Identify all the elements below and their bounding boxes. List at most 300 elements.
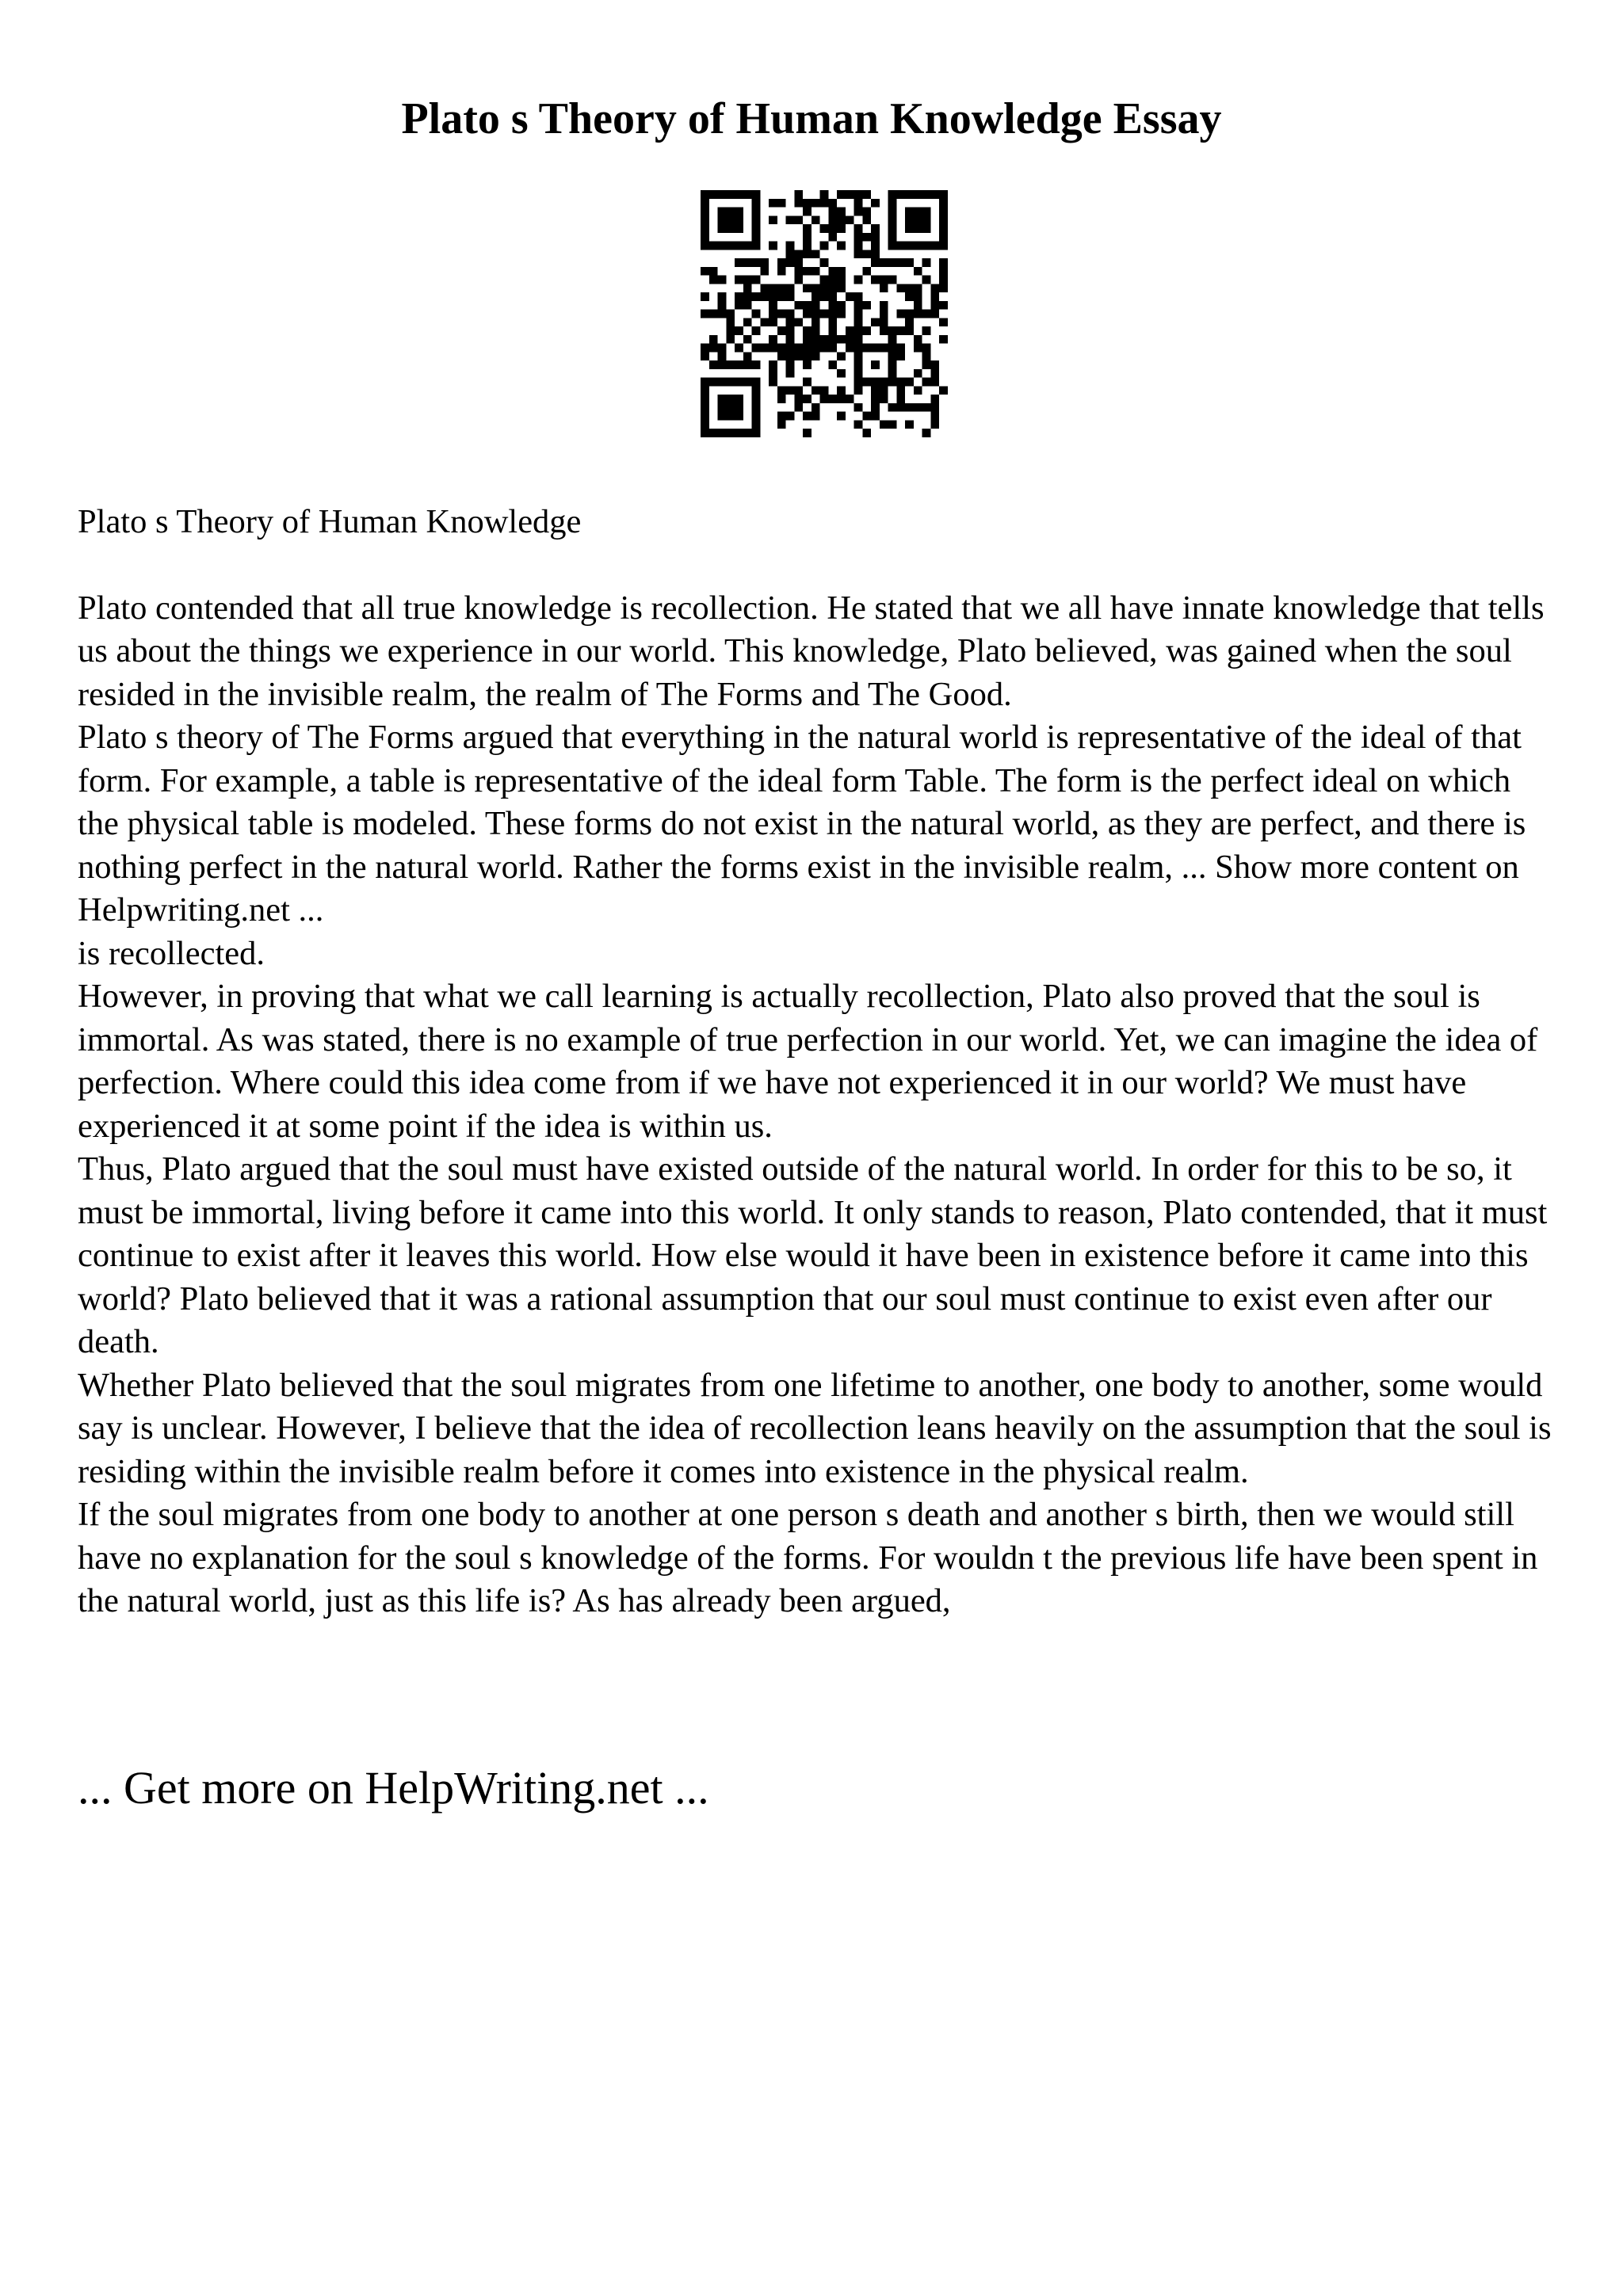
qr-module — [930, 284, 939, 292]
qr-module — [880, 318, 888, 326]
qr-module — [888, 403, 897, 412]
qr-module — [769, 310, 777, 318]
qr-module — [735, 412, 743, 421]
qr-module — [862, 412, 871, 421]
qr-module — [718, 412, 727, 421]
qr-module — [701, 208, 709, 216]
qr-module — [820, 395, 829, 403]
qr-module — [743, 284, 752, 292]
qr-module — [718, 215, 727, 224]
qr-module — [846, 395, 854, 403]
qr-module — [905, 326, 914, 335]
essay-paragraph: Plato s theory of The Forms argued that everything in the natural world is representative of the ideal of that form. For example, a table is representative of the ideal form Table. The form is the perfect ideal on which the physical table is modeled. These forms do not exist in the natural world, as they are perfect, and there is nothing perfect in the natural world. Rather the forms exist in the invisible realm, ... Show more content on Helpwriting.net ... — [78, 719, 1526, 929]
qr-module — [880, 395, 888, 403]
qr-module — [888, 199, 897, 208]
qr-module — [803, 284, 812, 292]
qr-module — [828, 292, 837, 301]
qr-module — [828, 301, 837, 310]
qr-module — [726, 326, 735, 335]
qr-module — [914, 215, 922, 224]
qr-module — [939, 386, 948, 395]
qr-module — [769, 360, 777, 369]
qr-module — [905, 420, 914, 429]
qr-module — [922, 276, 931, 284]
qr-module — [922, 326, 931, 335]
qr-module — [743, 352, 752, 360]
essay-paragraph: Plato contended that all true knowledge is recollection. He stated that we all have innate knowledge that tells us about the things we experience in our world. This knowledge, Plato believed, was gained when the soul resided in the invisible realm, the realm of The Forms and The Good. — [78, 589, 1545, 713]
qr-module — [871, 258, 880, 267]
qr-module — [735, 242, 743, 250]
qr-module — [854, 326, 863, 335]
qr-module — [871, 224, 880, 233]
qr-module — [939, 335, 948, 344]
qr-module — [803, 208, 812, 216]
qr-module — [871, 199, 880, 208]
qr-module — [735, 208, 743, 216]
qr-module — [871, 412, 880, 421]
qr-module — [862, 208, 871, 216]
qr-module — [743, 360, 752, 369]
qr-module — [777, 412, 786, 421]
qr-module — [854, 208, 863, 216]
qr-module — [837, 386, 846, 395]
qr-module — [794, 190, 803, 199]
qr-module — [828, 199, 837, 208]
qr-module — [828, 395, 837, 403]
qr-module — [871, 344, 880, 353]
qr-module — [701, 420, 709, 429]
qr-module — [930, 412, 939, 421]
qr-module — [701, 403, 709, 412]
qr-module — [786, 310, 795, 318]
qr-module — [701, 344, 709, 353]
document-title: Plato s Theory of Human Knowledge Essay — [401, 94, 1222, 143]
qr-module — [812, 267, 820, 276]
essay-paragraph: Thus, Plato argued that the soul must have existed outside of the natural world. In order for this to be so, it must be immortal, living before it came into this world. It only stands to reason, Plato contended, that it must continue to exist after it leaves this world. How else would it have been in existence before it came into this world? Plato believed that it was a rational assumption that our soul must continue to exist even after our death. — [78, 1150, 1548, 1360]
qr-module — [701, 292, 709, 301]
qr-module — [718, 352, 727, 360]
qr-module — [828, 284, 837, 292]
qr-module — [914, 292, 922, 301]
qr-module — [905, 208, 914, 216]
qr-module — [777, 344, 786, 353]
qr-module — [828, 326, 837, 335]
qr-module — [862, 215, 871, 224]
qr-module — [752, 190, 761, 199]
qr-module — [914, 208, 922, 216]
qr-module — [922, 310, 931, 318]
qr-module — [854, 292, 863, 301]
qr-module — [812, 386, 820, 395]
qr-module — [794, 215, 803, 224]
qr-module — [828, 233, 837, 242]
qr-module — [880, 284, 888, 292]
qr-module — [777, 199, 786, 208]
qr-module — [794, 352, 803, 360]
qr-module — [777, 395, 786, 403]
qr-module — [854, 369, 863, 378]
qr-module — [794, 258, 803, 267]
qr-module — [803, 233, 812, 242]
qr-module — [760, 284, 769, 292]
qr-module — [939, 301, 948, 310]
qr-module — [862, 429, 871, 437]
qr-module — [820, 344, 829, 353]
qr-module — [888, 233, 897, 242]
qr-module — [812, 250, 820, 258]
qr-module — [803, 224, 812, 233]
qr-module — [939, 224, 948, 233]
qr-module — [760, 318, 769, 326]
qr-module — [794, 199, 803, 208]
essay-body — [78, 501, 1552, 1623]
qr-module — [896, 352, 905, 360]
qr-module — [726, 224, 735, 233]
qr-module — [837, 352, 846, 360]
qr-module — [914, 224, 922, 233]
qr-module — [709, 242, 718, 250]
qr-module — [786, 284, 795, 292]
qr-module — [854, 344, 863, 353]
qr-module — [820, 190, 829, 199]
qr-module — [752, 420, 761, 429]
qr-module — [777, 352, 786, 360]
qr-module — [812, 344, 820, 353]
qr-module — [769, 242, 777, 250]
qr-module — [752, 233, 761, 242]
qr-module — [752, 199, 761, 208]
qr-module — [930, 190, 939, 199]
qr-module — [701, 429, 709, 437]
qr-module — [880, 310, 888, 318]
qr-module — [854, 224, 863, 233]
qr-module — [828, 344, 837, 353]
qr-module — [914, 335, 922, 344]
qr-module — [769, 199, 777, 208]
qr-module — [718, 242, 727, 250]
qr-module — [922, 403, 931, 412]
qr-module — [769, 215, 777, 224]
qr-module — [752, 403, 761, 412]
qr-module — [871, 233, 880, 242]
qr-module — [812, 199, 820, 208]
qr-module — [854, 190, 863, 199]
qr-module — [718, 292, 727, 301]
qr-module — [871, 395, 880, 403]
qr-module — [777, 326, 786, 335]
qr-module — [939, 208, 948, 216]
qr-module — [846, 344, 854, 353]
qr-module — [786, 386, 795, 395]
qr-module — [880, 276, 888, 284]
qr-module — [862, 250, 871, 258]
qr-module — [777, 284, 786, 292]
qr-module — [709, 335, 718, 344]
qr-module — [871, 250, 880, 258]
qr-module — [769, 284, 777, 292]
qr-module — [752, 412, 761, 421]
qr-module — [862, 378, 871, 387]
qr-module — [871, 276, 880, 284]
qr-module — [905, 242, 914, 250]
essay-paragraph: Whether Plato believed that the soul migrates from one lifetime to another, one body to another, some would say is unclear. However, I believe that the idea of recollection leans heavily on the assumption that the soul is residing within the invisible realm before it comes into existence in the physical realm. — [78, 1366, 1552, 1490]
qr-module — [828, 335, 837, 344]
qr-module — [930, 403, 939, 412]
qr-module — [701, 233, 709, 242]
qr-module — [939, 242, 948, 250]
qr-module — [769, 335, 777, 344]
qr-module — [914, 386, 922, 395]
qr-module — [888, 224, 897, 233]
qr-module — [888, 190, 897, 199]
qr-module — [735, 360, 743, 369]
qr-module — [905, 378, 914, 387]
essay-subtitle: Plato s Theory of Human Knowledge — [78, 503, 582, 540]
qr-module — [726, 378, 735, 387]
qr-module — [709, 267, 718, 276]
qr-module — [701, 378, 709, 387]
qr-module — [896, 190, 905, 199]
qr-module — [769, 378, 777, 387]
qr-module — [769, 344, 777, 353]
qr-module — [769, 301, 777, 310]
qr-module — [735, 403, 743, 412]
qr-module — [726, 318, 735, 326]
qr-module — [794, 386, 803, 395]
qr-module — [794, 395, 803, 403]
qr-module — [803, 344, 812, 353]
qr-module — [828, 360, 837, 369]
qr-module — [786, 215, 795, 224]
qr-module — [726, 335, 735, 344]
qr-module — [752, 360, 761, 369]
qr-module — [701, 352, 709, 360]
qr-module — [718, 403, 727, 412]
qr-module — [888, 258, 897, 267]
qr-module — [837, 208, 846, 216]
qr-module — [922, 224, 931, 233]
qr-module — [880, 420, 888, 429]
get-more-link[interactable]: ... Get more on HelpWriting.net ... — [78, 1762, 709, 1814]
qr-module — [871, 360, 880, 369]
qr-module — [905, 284, 914, 292]
qr-module — [930, 360, 939, 369]
qr-module — [786, 335, 795, 344]
qr-module — [803, 395, 812, 403]
qr-module — [812, 335, 820, 344]
qr-module — [837, 284, 846, 292]
qr-module — [871, 318, 880, 326]
qr-module — [718, 378, 727, 387]
qr-module — [752, 386, 761, 395]
qr-module — [914, 301, 922, 310]
qr-module — [914, 284, 922, 292]
qr-module — [803, 352, 812, 360]
qr-module — [701, 224, 709, 233]
qr-module — [914, 369, 922, 378]
qr-module — [905, 310, 914, 318]
qr-module — [743, 258, 752, 267]
qr-module — [930, 420, 939, 429]
qr-module — [803, 326, 812, 335]
qr-module — [743, 429, 752, 437]
qr-module — [786, 412, 795, 421]
qr-module — [922, 258, 931, 267]
qr-module — [939, 318, 948, 326]
qr-module — [786, 369, 795, 378]
qr-module — [803, 378, 812, 387]
qr-module — [803, 360, 812, 369]
qr-module — [726, 360, 735, 369]
qr-module — [896, 403, 905, 412]
qr-module — [794, 344, 803, 353]
qr-module — [709, 344, 718, 353]
qr-module — [735, 292, 743, 301]
qr-module — [812, 292, 820, 301]
qr-module — [794, 318, 803, 326]
qr-module — [743, 378, 752, 387]
qr-module — [939, 284, 948, 292]
qr-module — [837, 412, 846, 421]
qr-module — [896, 310, 905, 318]
qr-module — [735, 276, 743, 284]
qr-module — [837, 267, 846, 276]
qr-module — [828, 318, 837, 326]
qr-module — [837, 224, 846, 233]
qr-module — [828, 276, 837, 284]
qr-module — [922, 378, 931, 387]
qr-module — [930, 395, 939, 403]
qr-module — [905, 258, 914, 267]
qr-module — [820, 199, 829, 208]
qr-module — [888, 335, 897, 344]
qr-module — [701, 242, 709, 250]
qr-module — [735, 326, 743, 335]
qr-module — [939, 258, 948, 267]
qr-module — [735, 378, 743, 387]
qr-module — [786, 344, 795, 353]
qr-module — [862, 344, 871, 353]
qr-module — [718, 429, 727, 437]
qr-module — [701, 215, 709, 224]
qr-module — [803, 310, 812, 318]
qr-module — [701, 190, 709, 199]
qr-module — [820, 258, 829, 267]
qr-module — [922, 208, 931, 216]
qr-module — [786, 258, 795, 267]
qr-module — [896, 386, 905, 395]
qr-module — [888, 242, 897, 250]
qr-module — [752, 224, 761, 233]
qr-module — [837, 301, 846, 310]
qr-module — [862, 326, 871, 335]
qr-module — [854, 352, 863, 360]
qr-module — [752, 326, 761, 335]
qr-module — [794, 250, 803, 258]
qr-module — [930, 378, 939, 387]
qr-module — [896, 284, 905, 292]
qr-module — [743, 276, 752, 284]
qr-module — [820, 310, 829, 318]
qr-module — [803, 412, 812, 421]
qr-module — [862, 190, 871, 199]
qr-module — [726, 208, 735, 216]
qr-module — [888, 276, 897, 284]
qr-module — [888, 369, 897, 378]
qr-module — [837, 335, 846, 344]
qr-module — [896, 344, 905, 353]
qr-module — [896, 326, 905, 335]
qr-module — [794, 403, 803, 412]
qr-module — [709, 378, 718, 387]
qr-module — [735, 429, 743, 437]
qr-module — [752, 258, 761, 267]
qr-module — [939, 233, 948, 242]
qr-module — [930, 242, 939, 250]
qr-module — [726, 395, 735, 403]
qr-module — [812, 301, 820, 310]
essay-paragraph: is recollected. — [78, 934, 265, 972]
qr-module — [930, 292, 939, 301]
qr-module — [888, 215, 897, 224]
qr-module — [837, 190, 846, 199]
qr-module — [701, 310, 709, 318]
qr-module — [914, 310, 922, 318]
qr-module — [812, 310, 820, 318]
qr-module — [786, 352, 795, 360]
qr-module — [854, 335, 863, 344]
qr-module — [820, 335, 829, 344]
qr-module — [718, 301, 727, 310]
qr-module — [777, 420, 786, 429]
qr-module — [854, 420, 863, 429]
qr-module — [709, 276, 718, 284]
qr-module — [854, 386, 863, 395]
qr-module — [846, 215, 854, 224]
qr-module — [752, 344, 761, 353]
qr-module — [854, 301, 863, 310]
qr-module — [828, 310, 837, 318]
qr-module — [760, 344, 769, 353]
qr-module — [777, 267, 786, 276]
qr-module — [854, 242, 863, 250]
qr-module — [735, 190, 743, 199]
qr-module — [837, 369, 846, 378]
qr-module — [752, 292, 761, 301]
qr-module — [794, 276, 803, 284]
qr-module — [777, 258, 786, 267]
qr-module — [718, 344, 727, 353]
qr-module — [880, 326, 888, 335]
qr-module — [939, 199, 948, 208]
qr-module — [803, 267, 812, 276]
qr-module — [880, 301, 888, 310]
qr-module — [871, 386, 880, 395]
qr-module — [862, 301, 871, 310]
qr-module — [718, 276, 727, 284]
qr-module — [752, 395, 761, 403]
qr-module — [752, 310, 761, 318]
qr-module — [760, 258, 769, 267]
qr-module — [709, 429, 718, 437]
qr-module — [854, 318, 863, 326]
qr-module — [820, 242, 829, 250]
qr-module — [905, 224, 914, 233]
qr-module — [718, 208, 727, 216]
qr-module — [854, 360, 863, 369]
qr-module — [752, 242, 761, 250]
qr-module — [812, 215, 820, 224]
